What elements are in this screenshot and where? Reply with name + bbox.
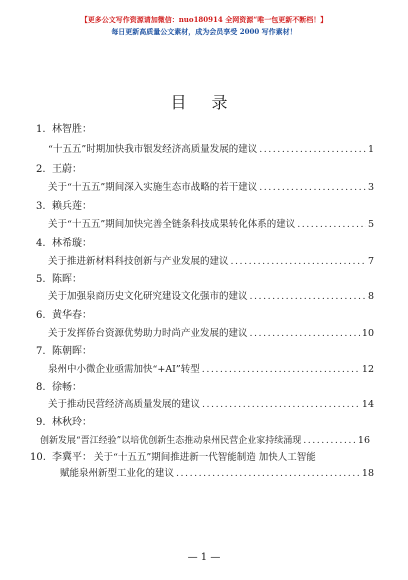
entry-page: 12 — [361, 364, 374, 375]
entry-author: 林秋玲： — [52, 417, 92, 428]
dot-leader — [259, 182, 366, 194]
entry-number: 8. — [36, 382, 46, 393]
entry-title: 关于发挥侨台资源优势助力时尚产业发展的建议 — [48, 328, 248, 339]
dot-leader — [303, 435, 356, 447]
dot-leader — [259, 144, 366, 156]
promo-line-2: 每日更新高质量公文素材，成为会员享受 2000 写作素材！ — [111, 27, 297, 36]
entry-title: 关于推进新材料科技创新与产业发展的建议 — [48, 256, 229, 267]
toc-entry[interactable] — [60, 468, 374, 480]
dot-leader — [297, 219, 366, 231]
entry-page: 10 — [361, 328, 374, 339]
entry-author: 徐畅： — [52, 382, 82, 393]
dot-leader — [202, 399, 360, 411]
entry-author: 王蔚： — [52, 164, 82, 175]
entry-title: 关于加强泉商历史文化研究建设文化强市的建议 — [48, 291, 248, 302]
entry-title: 创新发展“晋江经验”以培优创新生态推动泉州民营企业家持续涌现 — [40, 436, 302, 446]
toc-entry[interactable] — [40, 435, 370, 447]
entry-number: 5. — [36, 274, 46, 285]
dot-leader — [176, 468, 360, 480]
toc-entry[interactable] — [48, 328, 374, 340]
promo-banner — [0, 14, 408, 38]
entry-page: 7 — [367, 256, 374, 267]
toc-entry[interactable] — [48, 291, 374, 303]
entry-author: 林智胜： — [52, 124, 92, 135]
entry-page: 8 — [367, 291, 374, 302]
toc-entry[interactable] — [48, 364, 374, 376]
entry-title: 赋能泉州新型工业化的建议 — [60, 468, 175, 479]
entry-number: 2. — [36, 164, 46, 175]
dot-leader — [250, 328, 360, 340]
entry-title: 关于推动民营经济高质量发展的建议 — [48, 399, 201, 410]
entry-number: 4. — [36, 238, 46, 249]
entry-page: 14 — [361, 399, 374, 410]
entry-page: 3 — [367, 182, 374, 193]
dot-leader — [231, 256, 366, 268]
entry-title-line-1: 关于“十五五”期间推进新一代智能制造 加快人工智能 — [94, 452, 316, 463]
entry-page: 5 — [367, 219, 374, 230]
toc-entry[interactable] — [48, 144, 374, 156]
dot-leader — [202, 364, 360, 376]
entry-author: 林希璇： — [52, 238, 92, 249]
entry-page: 16 — [357, 435, 370, 446]
entry-author: 李冀平： — [52, 452, 92, 463]
entry-number: 3. — [36, 201, 46, 212]
toc-entry[interactable] — [48, 256, 374, 268]
toc-entry[interactable] — [48, 182, 374, 194]
promo-line-1: 【更多公文写作资源请加微信：nuo180914 全网资源“唯一包更新不断档！】 — [80, 15, 328, 24]
toc-entry[interactable] — [48, 219, 374, 231]
page-number: — 1 — — [187, 552, 221, 563]
entry-page: 1 — [367, 144, 374, 155]
entry-title: 泉州中小微企业亟需加快“+AI”转型 — [48, 364, 200, 375]
entry-title: 关于“十五五”期间加快完善全链条科技成果转化体系的建议 — [48, 219, 296, 230]
entry-author: 黄华春： — [52, 310, 92, 321]
entry-number: 1. — [36, 124, 46, 135]
entry-number: 9. — [36, 417, 46, 428]
entry-number: 6. — [36, 310, 46, 321]
entry-title: 关于“十五五”期间深入实施生态市战略的若干建议 — [48, 182, 258, 193]
entry-author: 陈晖： — [52, 274, 82, 285]
toc-entry[interactable] — [48, 399, 374, 411]
entry-number: 10. — [30, 452, 46, 463]
entry-title: “十五五”时期加快我市银发经济高质量发展的建议 — [48, 144, 258, 155]
entry-author: 赖兵莲： — [52, 201, 92, 212]
entry-number: 7. — [36, 346, 46, 357]
entry-page: 18 — [361, 468, 374, 479]
entry-author: 陈朝晖： — [52, 346, 92, 357]
dot-leader — [250, 291, 366, 303]
page-title: 目 录 — [170, 93, 238, 112]
